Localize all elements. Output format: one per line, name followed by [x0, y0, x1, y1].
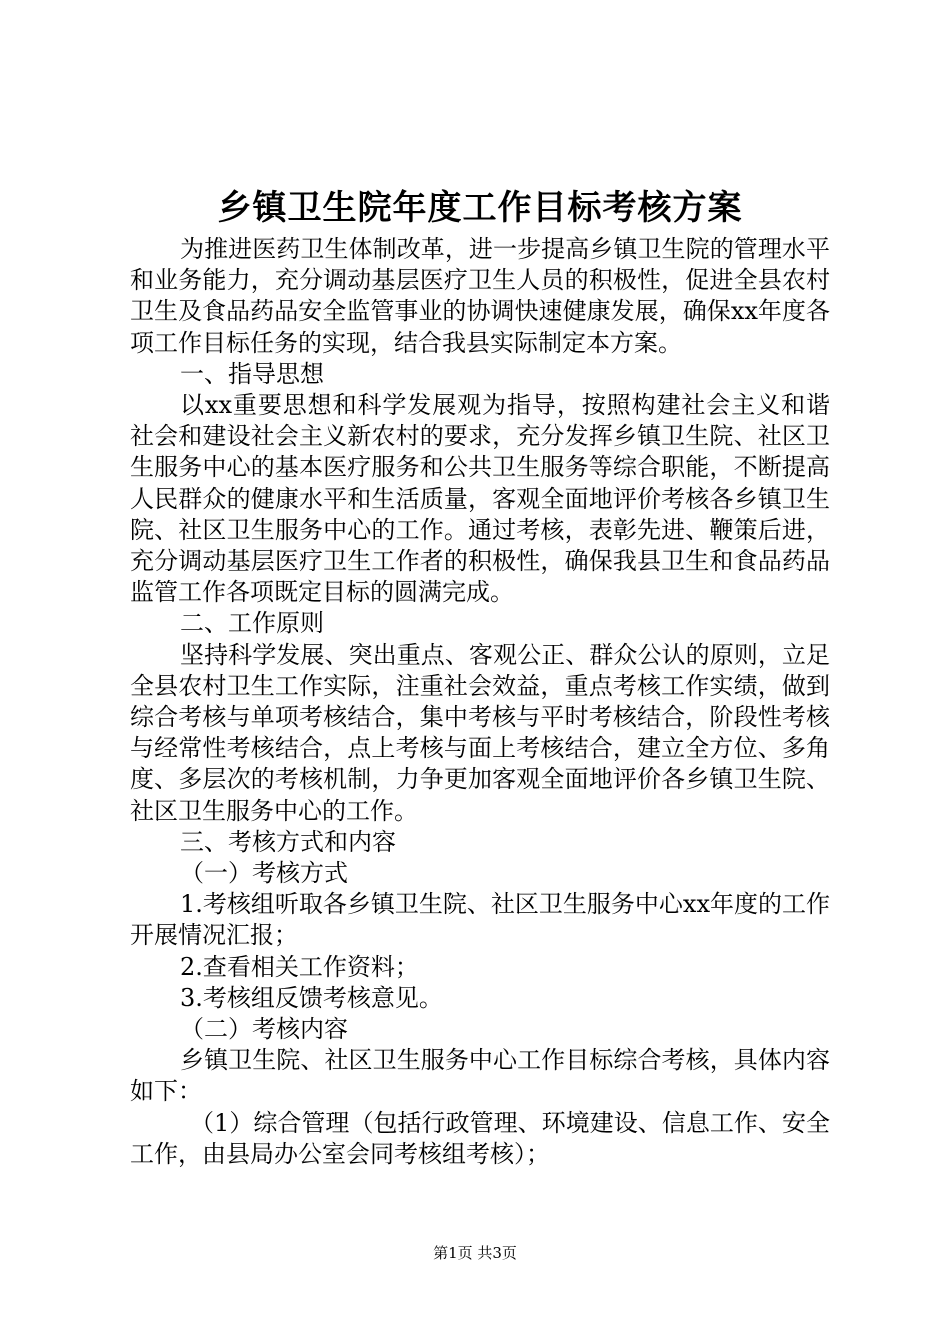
assessment-content-paragraph: 乡镇卫生院、社区卫生服务中心工作目标综合考核，具体内容如下：: [130, 1046, 830, 1106]
subheading-assessment-method: （一）考核方式: [180, 859, 348, 888]
guiding-ideology-paragraph: 以xx重要思想和科学发展观为指导，按照构建社会主义和谐社会和建设社会主义新农村的要求，充分发挥乡镇卫生院、社区卫生服务中心的基本医疗服务和公共卫生服务等综合职能，不断提高人民群众的健康水平和生活质量，客观全面地评价考核各乡镇卫生院、社区卫生服务中心的工作。通过考核，表彰先进、鞭策后进，充分调动基层医疗卫生工作者的积极性，确保我县卫生和食品药品监管工作各项既定目标的圆满完成。: [130, 391, 830, 607]
method-item-3: 3.考核组反馈考核意见。: [180, 983, 443, 1012]
document-body: [130, 234, 830, 1170]
intro-paragraph: 为推进医药卫生体制改革，进一步提高乡镇卫生院的管理水平和业务能力，充分调动基层医疗卫生人员的积极性，促进全县农村卫生及食品药品安全监管事业的协调快速健康发展，确保xx年度各项工作目标任务的实现，结合我县实际制定本方案。: [130, 235, 830, 357]
section-heading-work-principles: 二、工作原则: [180, 609, 324, 638]
document-title: 乡镇卫生院年度工作目标考核方案: [217, 188, 743, 228]
page-footer: 第1页 共3页: [433, 1244, 517, 1262]
method-item-2: 2.查看相关工作资料；: [180, 952, 419, 981]
section-heading-assessment: 三、考核方式和内容: [180, 827, 396, 856]
work-principles-paragraph: 坚持科学发展、突出重点、客观公正、群众公认的原则，立足全县农村卫生工作实际，注重社会效益，重点考核工作实绩，做到综合考核与单项考核结合，集中考核与平时考核结合，阶段性考核与经常性考核结合，点上考核与面上考核结合，建立全方位、多角度、多层次的考核机制，力争更加客观全面地评价各乡镇卫生院、社区卫生服务中心的工作。: [130, 640, 830, 825]
section-heading-guiding-ideology: 一、指导思想: [180, 359, 324, 388]
subheading-assessment-content: （二）考核内容: [180, 1015, 348, 1044]
content-item-1: （1）综合管理（包括行政管理、环境建设、信息工作、安全工作，由县局办公室会同考核组考核）；: [130, 1108, 830, 1168]
method-item-1: 1.考核组听取各乡镇卫生院、社区卫生服务中心xx年度的工作开展情况汇报；: [130, 890, 830, 950]
